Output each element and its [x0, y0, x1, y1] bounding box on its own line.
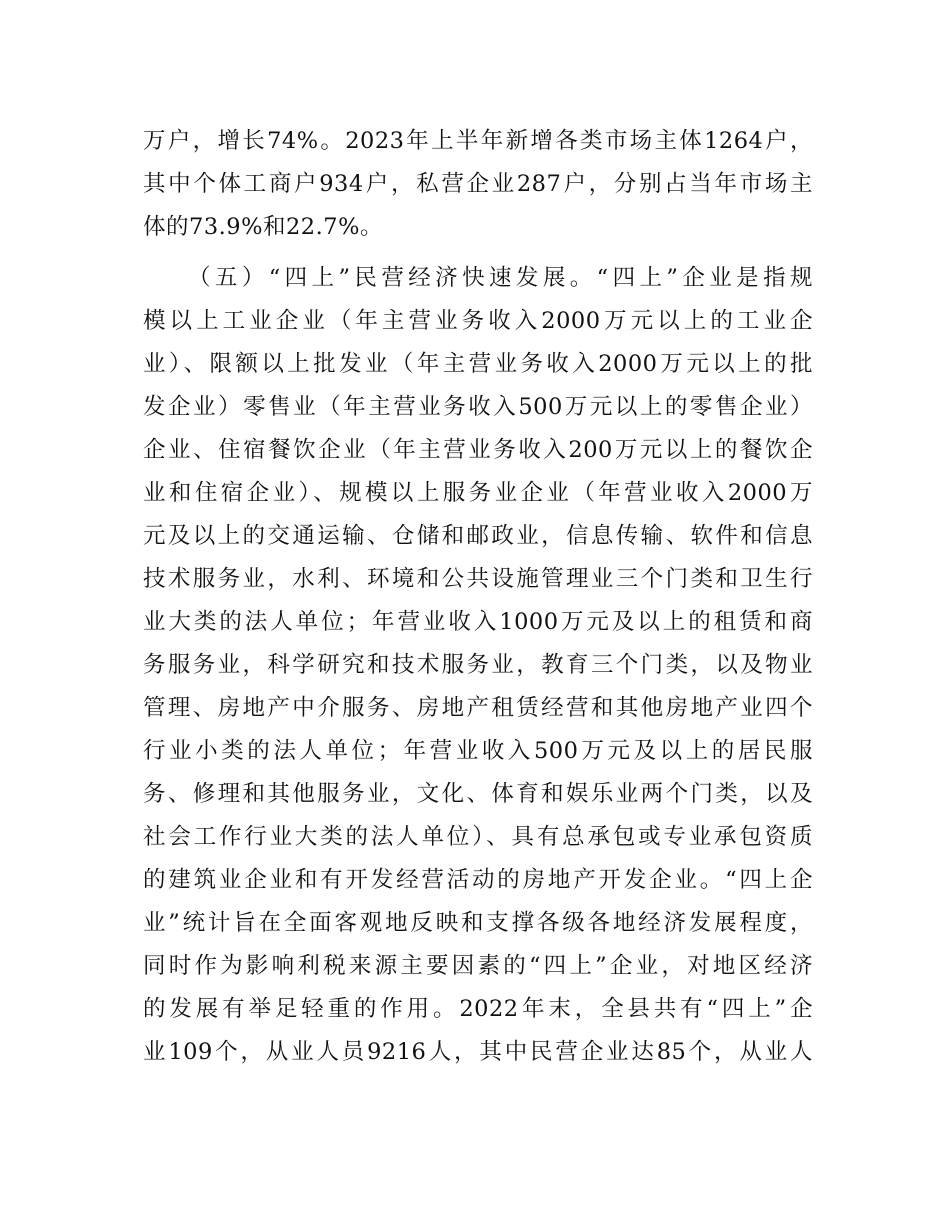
text-line-19: 业”统计旨在全面客观地反映和支撑各级各地经济发展程度，: [143, 910, 813, 936]
text-line-15: 行业小类的法人单位；年营业收入500万元及以上的居民服: [143, 738, 813, 764]
text-line-22: 业109个，从业人员9216人，其中民营企业达85个，从业人: [143, 1039, 813, 1065]
text-line-16: 务、修理和其他服务业，文化、体育和娱乐业两个门类，以及: [143, 781, 813, 807]
text-line-3: 体的73.9%和22.7%。: [143, 214, 383, 240]
text-line-13: 务服务业，科学研究和技术服务业，教育三个门类，以及物业: [143, 652, 813, 678]
text-line-9: 业和住宿企业）、规模以上服务业企业（年营业收入2000万: [143, 480, 813, 506]
text-line-10: 元及以上的交通运输、仓储和邮政业，信息传输、软件和信息: [143, 523, 813, 549]
text-line-8: 企业、住宿餐饮企业（年主营业务收入200万元以上的餐饮企: [143, 437, 813, 463]
text-line-20: 同时作为影响利税来源主要因素的“四上”企业，对地区经济: [143, 953, 813, 979]
text-line-17: 社会工作行业大类的法人单位）、具有总承包或专业承包资质: [143, 824, 813, 850]
text-line-5: 模以上工业企业（年主营业务收入2000万元以上的工业企: [143, 308, 813, 334]
text-line-4: （五）“四上”民营经济快速发展。“四上”企业是指规: [188, 265, 813, 291]
text-line-6: 业）、限额以上批发业（年主营业务收入2000万元以上的批: [143, 351, 813, 377]
text-line-14: 管理、房地产中介服务、房地产租赁经营和其他房地产业四个: [143, 695, 813, 721]
text-line-1: 万户，增长74%。2023年上半年新增各类市场主体1264户，: [143, 128, 813, 154]
text-line-2: 其中个体工商户934户，私营企业287户，分别占当年市场主: [143, 171, 813, 197]
text-line-18: 的建筑业企业和有开发经营活动的房地产开发企业。“四上企: [143, 867, 813, 893]
text-line-21: 的发展有举足轻重的作用。2022年末，全县共有“四上”企: [143, 996, 813, 1022]
text-line-11: 技术服务业，水利、环境和公共设施管理业三个门类和卫生行: [143, 566, 813, 592]
text-line-12: 业大类的法人单位；年营业收入1000万元及以上的租赁和商: [143, 609, 813, 635]
text-line-7: 发企业）零售业（年主营业务收入500万元以上的零售企业）: [143, 394, 813, 420]
